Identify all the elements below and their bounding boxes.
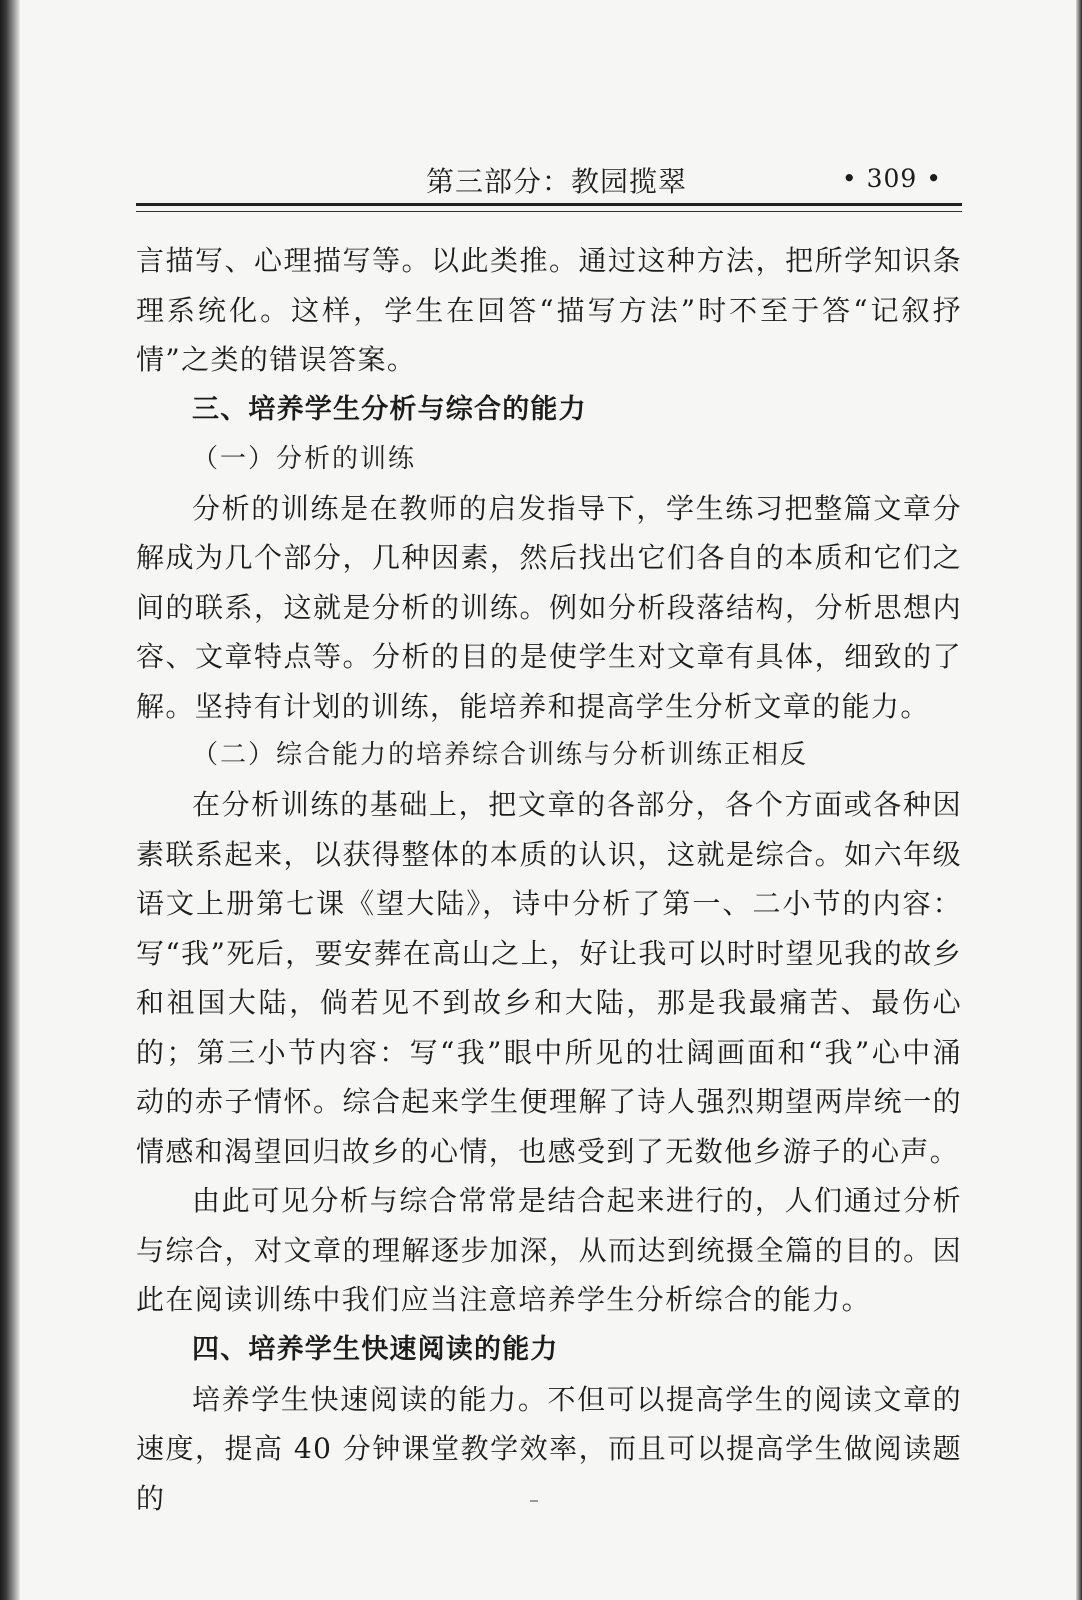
paragraph-analysis: 分析的训练是在教师的启发指导下，学生练习把整篇文章分解成为几个部分，几种因素，然后找出它们各自的本质和它们之间的联系，这就是分析的训练。例如分析段落结构，分析思想内容、文章特点等。分析的目的是使学生对文章有具体，细致的了解。坚持有计划的训练，能培养和提高学生分析文章的能力。 xyxy=(136,491,962,723)
header-rule-thick xyxy=(136,203,962,206)
edge-shadow xyxy=(1076,0,1082,1600)
page-speck xyxy=(530,1500,538,1502)
subsection-heading-2: （二）综合能力的培养综合训练与分析训练正相反 xyxy=(192,740,809,770)
paragraph-continued: 言描写、心理描写等。以此类推。通过这种方法，把所学知识条理系统化。这样，学生在回答“描写方法”时不至于答“记叙抒情”之类的错误答案。 xyxy=(136,244,962,376)
section-heading-4: 四、培养学生快速阅读的能力 xyxy=(192,1333,559,1365)
page-number: • 309 • xyxy=(841,164,942,193)
binding-shadow xyxy=(0,0,20,1600)
paragraph-speed-reading: 培养学生快速阅读的能力。不但可以提高学生的阅读文章的速度，提高 40 分钟课堂教学效率，而且可以提高学生做阅读题的 xyxy=(136,1382,962,1515)
section-heading-3: 三、培养学生分析与综合的能力 xyxy=(192,393,587,425)
paragraph-synthesis: 在分析训练的基础上，把文章的各部分，各个方面或各种因素联系起来，以获得整体的本质的认识，这就是综合。如六年级语文上册第七课《望大陆》，诗中分析了第一、二小节的内容：写“我”死后，要安葬在高山之上，好让我可以时时望见我的故乡和祖国大陆，倘若见不到故乡和大陆，那是我最痛苦、最伤心的；第三小节内容：写“我”眼中所见的壮阔画面和“我”心中涌动的赤子情怀。综合起来学生便理解了诗人强烈期望两岸统一的情感和渴望回归故乡的心情，也感受到了无数他乡游子的心声。 xyxy=(136,788,962,1168)
subsection-heading-1: （一）分析的训练 xyxy=(192,443,417,474)
body-text xyxy=(136,236,962,1523)
header-rule-thin xyxy=(136,211,962,212)
paragraph-conclusion: 由此可见分析与综合常常是结合起来进行的，人们通过分析与综合，对文章的理解逐步加深，从而达到统摄全篇的目的。因此在阅读训练中我们应当注意培养学生分析综合的能力。 xyxy=(136,1184,962,1316)
page-header xyxy=(136,160,962,200)
running-title: 第三部分：教园揽翠 xyxy=(426,165,688,198)
